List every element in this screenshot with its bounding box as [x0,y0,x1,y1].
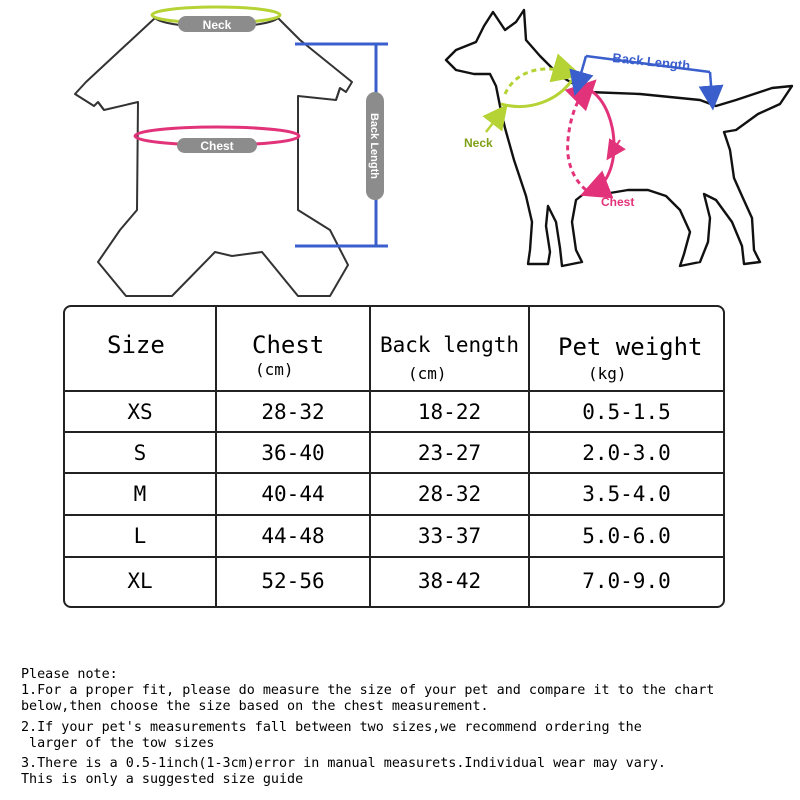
outfit-neck-marker [152,7,280,32]
pet-weight-cell: 0.5-1.5 [582,399,671,424]
dog-neck-label: Neck [464,136,493,150]
size-cell: S [133,440,147,465]
chest-cell: 44-48 [261,524,325,548]
notes-section [21,667,796,788]
size-cell: XL [127,569,153,593]
note-line: 1.For a proper fit, please do measure the size of your pet and compare it to the chart [21,683,715,699]
note-line: 3.There is a 0.5-1inch(1-3cm)error in manual measurets.Individual wear may vary. [21,756,666,772]
pet-weight-cell: 5.0-6.0 [582,524,671,548]
dog-back-length-label: Back Length [611,50,691,74]
header-chest-unit: (cm) [255,360,294,379]
dog-chest-label: Chest [601,195,635,209]
outfit-chest-label: Chest [200,139,234,153]
chest-cell: 40-44 [261,482,325,506]
back-length-cell: 33-37 [417,524,482,548]
size-cell: XS [127,399,153,424]
dog-silhouette-icon [446,10,792,266]
size-cell: M [133,482,147,506]
header-pet-weight-unit: (kg) [588,364,627,383]
size-chart-table [63,305,725,608]
back-length-cell: 18-22 [417,399,482,424]
header-back-length-unit: (cm) [408,364,447,383]
chest-cell: 52-56 [261,569,325,593]
note-line: 2.If your pet's measurements fall between two sizes,we recommend ordering the [21,719,642,735]
back-length-cell: 23-27 [417,440,482,465]
header-back-length: Back length [380,333,520,357]
note-line: This is only a suggested size guide [21,772,304,788]
outfit-back-length-label: Back Length [368,112,380,180]
size-cell: L [133,524,147,548]
chest-cell: 36-40 [261,440,325,465]
note-line: larger of the tow sizes [21,735,215,751]
header-size: Size [107,331,165,359]
pet-weight-cell: 3.5-4.0 [582,482,671,506]
header-chest: Chest [252,331,325,359]
pet-weight-cell: 7.0-9.0 [582,569,671,593]
outfit-chest-marker [135,127,299,153]
dog-outfit-icon [75,18,352,296]
pet-weight-cell: 2.0-3.0 [582,440,671,465]
measurement-diagram [0,0,800,300]
notes-title: Please note: [21,667,118,682]
header-pet-weight: Pet weight [558,333,703,361]
outfit-neck-label: Neck [202,18,232,32]
note-line: below,then choose the size based on the chest measurement. [21,699,489,715]
dog-back-length-marker [578,50,712,98]
back-length-cell: 38-42 [417,569,482,593]
back-length-cell: 28-32 [417,482,482,506]
dog-neck-marker [464,69,572,150]
chest-cell: 28-32 [261,399,325,424]
